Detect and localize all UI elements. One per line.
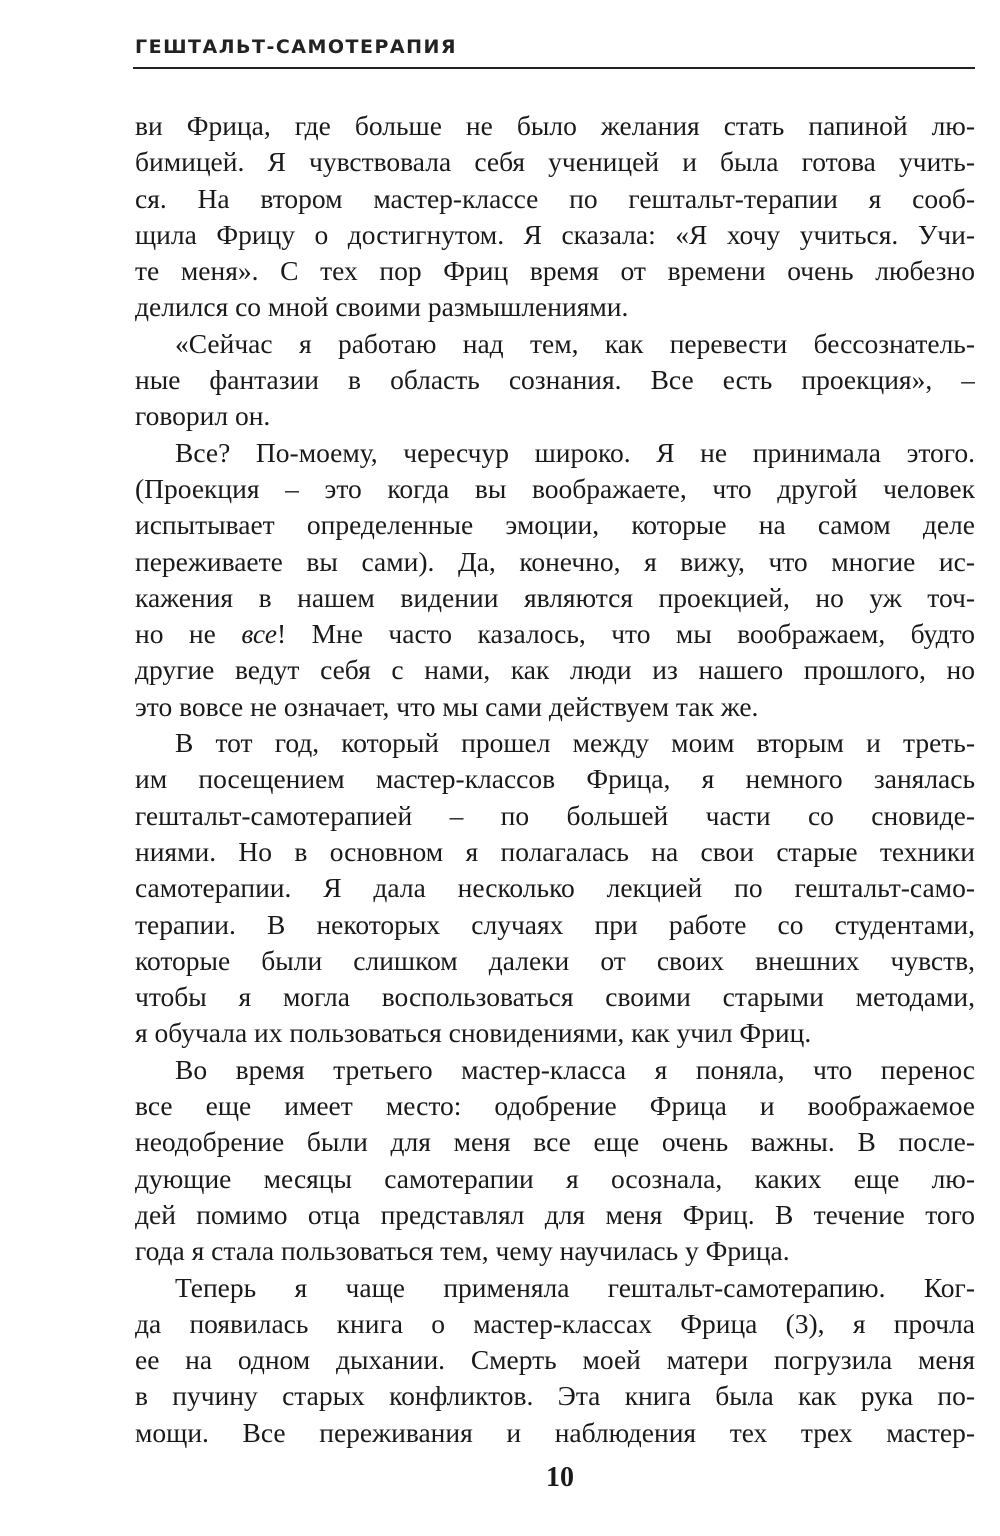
text-line: ся. На втором мастер-классе по гештальт-терапии я сооб-	[135, 182, 975, 214]
text-line: дей помимо отца представлял для меня Фриц. В течение того	[135, 1198, 975, 1230]
text-line: самотерапии. Я дала несколько лекцией по гештальт-само-	[135, 872, 975, 904]
text-line: им посещением мастер-классов Фрица, я немного занялась	[135, 763, 975, 795]
text-line: гештальт-самотерапией – по большей части со сновиде-	[135, 799, 975, 831]
text-line: которые были слишком далеки от своих внешних чувств,	[135, 944, 975, 976]
text-line: все еще имеет место: одобрение Фрица и воображаемое	[135, 1090, 975, 1122]
text-line: терапии. В некоторых случаях при работе со студентами,	[135, 908, 975, 940]
text-line: В тот год, который прошел между моим вторым и треть-	[175, 727, 975, 759]
text-line: ее на одном дыхании. Смерть моей матери погрузила меня	[135, 1344, 975, 1376]
header-rule	[133, 67, 975, 69]
text-fragment: но не	[135, 618, 242, 650]
text-fragment: ! Мне часто казалось, что мы воображаем, будто	[276, 618, 975, 650]
text-line: «Сейчас я работаю над тем, как перевести бессознатель-	[175, 327, 975, 359]
text-line: Во время третьего мастер-класса я поняла, что перенос	[175, 1053, 975, 1085]
text-line: щила Фрицу о достигнутом. Я сказала: «Я хочу учиться. Учи-	[135, 218, 975, 250]
text-line: говорил он.	[135, 400, 271, 432]
text-line: это вовсе не означает, что мы сами действуем так же.	[135, 690, 759, 722]
running-header: ГЕШТАЛЬТ-САМОТЕРАПИЯ	[135, 36, 458, 58]
text-line: другие ведут себя с нами, как люди из нашего прошлого, но	[135, 654, 975, 686]
text-line: ви Фрица, где больше не было желания стать папиной лю-	[135, 110, 975, 141]
text-line: в пучину старых конфликтов. Эта книга была как рука по-	[135, 1380, 975, 1412]
text-line	[135, 616, 975, 652]
italic-emphasis: все	[241, 618, 277, 650]
text-line: дующие месяцы самотерапии я осознала, каких еще лю-	[135, 1162, 975, 1194]
text-line: те меня». С тех пор Фриц время от времени очень любезно	[135, 255, 975, 287]
text-line: я обучала их пользоваться сновидениями, как учил Фриц.	[135, 1017, 812, 1049]
text-line: неодобрение были для меня все еще очень важны. В после-	[135, 1126, 975, 1158]
text-line: да появилась книга о мастер-классах Фрица (3), я прочла	[135, 1307, 975, 1339]
text-line: года я стала пользоваться тем, чему научилась у Фрица.	[135, 1235, 790, 1267]
text-line: переживаете вы сами). Да, конечно, я вижу, что многие ис-	[135, 545, 975, 577]
text-line: Все? По-моему, чересчур широко. Я не принимала этого.	[175, 436, 975, 468]
text-line: ниями. Но в основном я полагалась на свои старые техники	[135, 835, 975, 867]
text-line: (Проекция – это когда вы воображаете, что другой человек	[135, 472, 975, 504]
text-line: ные фантазии в область сознания. Все есть проекция», –	[135, 364, 975, 396]
text-line: Теперь я чаще применяла гештальт-самотерапию. Ког-	[175, 1271, 975, 1303]
page-number: 10	[546, 1462, 574, 1493]
text-line: бимицей. Я чувствовала себя ученицей и была готова учить-	[135, 146, 975, 178]
text-line: испытывает определенные эмоции, которые на самом деле	[135, 509, 975, 541]
text-line: чтобы я могла воспользоваться своими старыми методами,	[135, 981, 975, 1013]
text-line: делился со мной своими размышлениями.	[135, 291, 629, 323]
text-line: кажения в нашем видении являются проекцией, но уж точ-	[135, 581, 975, 613]
text-line: мощи. Все переживания и наблюдения тех трех мастер-	[135, 1416, 975, 1448]
page-body-text	[135, 108, 975, 1451]
